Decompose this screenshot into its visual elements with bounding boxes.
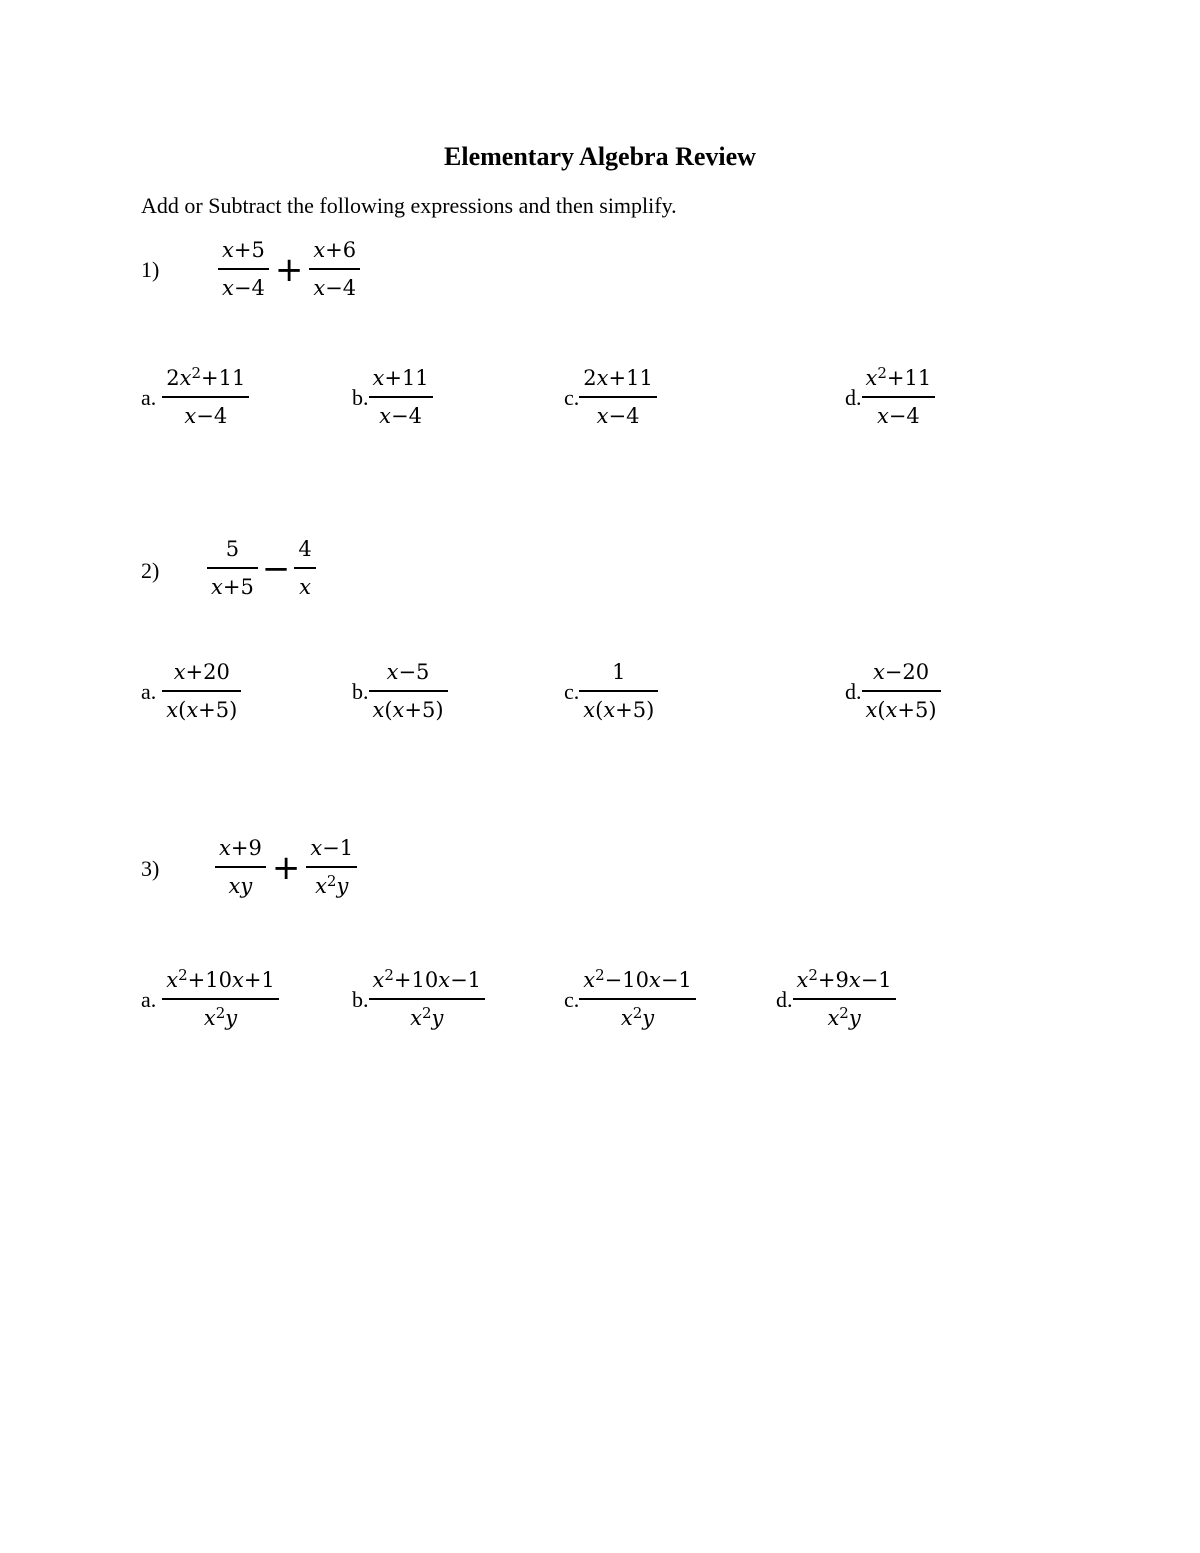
choice-letter: d. (776, 986, 793, 1012)
fraction (579, 662, 658, 721)
answer-choice[interactable] (141, 966, 279, 1030)
choice-letter: a. (141, 384, 157, 410)
answer-choice[interactable] (776, 966, 896, 1030)
denominator: x−4 (313, 276, 357, 300)
numerator: $x^2+10x-1$ (372, 966, 482, 992)
fraction (369, 368, 433, 427)
answer-choice[interactable] (352, 368, 433, 427)
denominator: x (299, 575, 311, 599)
denominator: $x^2y$ (620, 1004, 655, 1030)
choice-letter: c. (564, 384, 580, 410)
fraction (215, 838, 266, 897)
choice-letter: d. (845, 678, 862, 704)
answer-choice[interactable] (352, 662, 448, 721)
denominator: x−4 (596, 404, 640, 428)
denominator: $x^2y$ (203, 1004, 238, 1030)
denominator: x−4 (876, 404, 920, 428)
numerator: $x^2+9x-1$ (796, 966, 892, 992)
fraction (793, 966, 896, 1030)
fraction (294, 539, 315, 598)
answer-choice[interactable] (845, 364, 935, 428)
numerator: x+9 (219, 836, 262, 860)
operator: + (271, 847, 301, 888)
fraction (162, 364, 249, 428)
numerator: 5 (225, 537, 240, 561)
numerator: x+5 (222, 238, 265, 262)
choice-letter: d. (845, 384, 862, 410)
answer-choice[interactable] (141, 662, 241, 721)
fraction (162, 662, 241, 721)
answer-choice[interactable] (141, 364, 249, 428)
answer-choice[interactable] (845, 662, 941, 721)
fraction (309, 240, 360, 299)
fraction (162, 966, 279, 1030)
instructions: Add or Subtract the following expressions and then simplify. (141, 193, 677, 218)
denominator: x−4 (379, 404, 422, 428)
fraction (369, 966, 486, 1030)
problem-number: 3) (141, 856, 160, 881)
fraction (369, 662, 448, 721)
numerator: $x^2+11$ (865, 364, 932, 390)
denominator: x(x+5) (583, 698, 655, 722)
denominator: $x^2y$ (827, 1004, 861, 1030)
choice-letter: a. (141, 986, 157, 1012)
numerator: 2x+11 (583, 366, 653, 390)
problem-expression (218, 240, 360, 299)
answer-choice[interactable] (352, 966, 485, 1030)
choice-letter: a. (141, 678, 157, 704)
fraction (207, 539, 258, 598)
answer-choice[interactable] (564, 662, 658, 721)
denominator: x+5 (211, 575, 254, 599)
fraction (862, 662, 941, 721)
numerator: $x^2-10x-1$ (583, 966, 692, 992)
choice-letter: b. (352, 384, 369, 410)
denominator: x(x+5) (372, 698, 444, 722)
denominator: x−4 (222, 276, 265, 300)
numerator: $x^2+10x+1$ (166, 966, 275, 992)
numerator: x+6 (313, 238, 357, 262)
denominator: x−4 (184, 404, 228, 428)
denominator: $x^2y$ (315, 872, 349, 898)
fraction (862, 364, 936, 428)
fraction (579, 368, 657, 427)
problem-expression (215, 838, 357, 897)
operator: + (274, 249, 304, 290)
numerator: x+20 (173, 660, 230, 684)
page-title: Elementary Algebra Review (444, 142, 756, 171)
operator: − (261, 548, 291, 589)
choice-letter: b. (352, 678, 369, 704)
problem-number: 2) (141, 558, 160, 583)
fraction (218, 240, 269, 299)
numerator: x−20 (872, 660, 930, 684)
numerator: $2x^2+11$ (166, 364, 246, 390)
answer-choice[interactable] (564, 966, 696, 1030)
denominator: x(x+5) (166, 698, 238, 722)
denominator: xy (228, 874, 253, 898)
numerator: x+11 (372, 366, 429, 390)
numerator: x−5 (386, 660, 430, 684)
numerator: 4 (298, 537, 312, 561)
numerator: 1 (612, 660, 626, 684)
choice-letter: c. (564, 678, 580, 704)
denominator: x(x+5) (865, 698, 937, 722)
choice-letter: c. (564, 986, 580, 1012)
fraction (306, 838, 357, 897)
numerator: x−1 (310, 836, 354, 860)
problem-number: 1) (141, 257, 160, 282)
problem-expression (207, 539, 316, 598)
denominator: $x^2y$ (410, 1004, 444, 1030)
answer-choice[interactable] (564, 368, 657, 427)
choice-letter: b. (352, 986, 369, 1012)
fraction (579, 966, 696, 1030)
